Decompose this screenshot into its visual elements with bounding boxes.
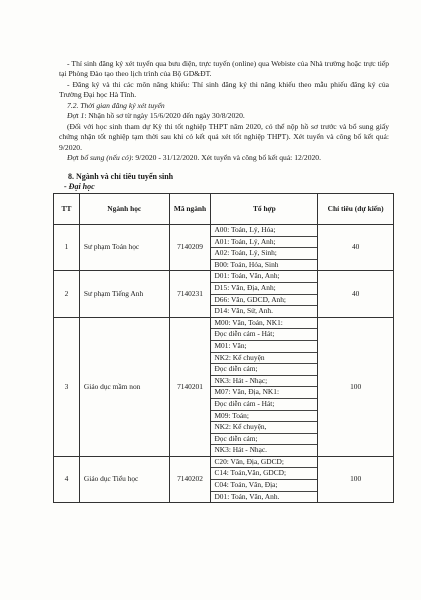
combination-line: Đọc diễn cảm - Hát; — [211, 329, 317, 341]
cell-tt: 2 — [54, 271, 80, 317]
paragraph-text: (Đối với học sinh tham dự Kỳ thi tốt nghiệp THPT năm 2020, có thể nộp hồ sơ trước và bổ sung giấy chứng nhận tốt nghiệp tạm thời sau khi có kết quả xét tốt nghiệp THPT). Xét tuyển và công bố kết quả: 9/2020. — [59, 122, 389, 152]
combination-line: B00: Toán, Hóa, Sinh — [214, 259, 279, 269]
combination-line: C20: Văn, Địa, GDCD; — [211, 457, 317, 469]
cell-combination — [211, 456, 318, 502]
paragraph-registration-method — [59, 59, 389, 80]
table-header-row — [54, 194, 394, 225]
combination-line: NK3: Hát - Nhạc. — [214, 445, 268, 455]
paragraph-text: : 9/2020 - 31/12/2020. Xét tuyển và công bố kết quả: 12/2020. — [131, 153, 321, 162]
cell-quota: 40 — [318, 225, 394, 271]
table-row — [54, 317, 394, 456]
cell-quota: 40 — [318, 271, 394, 317]
combination-line: A02: Toán, Lý, Sinh; — [211, 248, 317, 260]
subheading-university: - Đại học — [64, 182, 95, 191]
table-row — [54, 225, 394, 271]
combination-line: D01: Toán, Văn, Anh. — [214, 491, 280, 501]
combination-line: A00: Toán, Lý, Hóa; — [211, 225, 317, 237]
header-quota: Chỉ tiêu (dự kiến) — [318, 194, 394, 225]
header-tt: TT — [54, 194, 80, 225]
combination-line: NK2: Kể chuyện — [211, 353, 317, 365]
cell-quota: 100 — [318, 317, 394, 456]
cell-program: Sư phạm Tiếng Anh — [79, 271, 169, 317]
round-label: Đợt bổ sung (nếu có) — [67, 153, 132, 162]
combination-line: Đọc diễn cảm - Hát; — [211, 399, 317, 411]
combination-line: M00: Văn, Toán, NK1: — [211, 318, 317, 330]
paragraph-text: - Thí sinh đăng ký xét tuyển qua bưu điện, trực tuyến (online) qua Webiste của Nhà trường hoặc trực tiếp tại Phòng Đào tạo theo lịch trình của Bộ GD&ĐT. — [59, 59, 389, 79]
programs-table — [53, 193, 394, 503]
combination-line: C14: Toán,Văn, GDCD; — [211, 468, 317, 480]
combination-line: Đọc diễn cảm; — [211, 364, 317, 376]
combination-line: D15: Văn, Địa, Anh; — [211, 283, 317, 295]
cell-combination — [211, 317, 318, 456]
paragraph-note — [59, 122, 389, 153]
cell-program: Giáo dục mầm non — [79, 317, 169, 456]
cell-code: 7140202 — [169, 456, 211, 502]
section-heading-8: 8. Ngành và chỉ tiêu tuyển sinh — [68, 172, 174, 181]
subsection-heading-7-2 — [59, 101, 389, 111]
paragraph-text: - Đăng ký và thi các môn năng khiếu: Thí sinh đăng ký thi năng khiếu theo mẫu phiếu đăng ký của Trường Đại học Hà Tĩnh. — [59, 80, 389, 100]
combination-line: Đọc diễn cảm; — [211, 434, 317, 446]
combination-line: D66: Văn, GDCD, Anh; — [211, 295, 317, 307]
cell-quota: 100 — [318, 456, 394, 502]
cell-tt: 4 — [54, 456, 80, 502]
cell-code: 7140201 — [169, 317, 211, 456]
combination-line: M09: Toán; — [211, 411, 317, 423]
cell-combination — [211, 271, 318, 317]
cell-program: Giáo dục Tiểu học — [79, 456, 169, 502]
table-row — [54, 456, 394, 502]
cell-combination — [211, 225, 318, 271]
paragraph-round-1 — [59, 111, 389, 121]
paragraph-aptitude-registration — [59, 80, 389, 101]
cell-code: 7140209 — [169, 225, 211, 271]
combination-line: NK2: Kể chuyện, — [211, 422, 317, 434]
paragraph-text: : Nhận hồ sơ từ ngày 15/6/2020 đến ngày 30/8/2020. — [84, 111, 245, 120]
combination-line: D14: Văn, Sử, Anh. — [214, 306, 273, 316]
table-row — [54, 271, 394, 317]
combination-line: M01: Văn; — [211, 341, 317, 353]
combination-line: D01: Toán, Văn, Anh; — [211, 271, 317, 283]
paragraph-text: 7.2. Thời gian đăng ký xét tuyển — [67, 101, 165, 110]
header-program: Ngành học — [79, 194, 169, 225]
cell-tt: 1 — [54, 225, 80, 271]
header-combination: Tổ hợp — [211, 194, 318, 225]
cell-tt: 3 — [54, 317, 80, 456]
combination-line: A01: Toán, Lý, Anh; — [211, 237, 317, 249]
cell-code: 7140231 — [169, 271, 211, 317]
cell-program: Sư phạm Toán học — [79, 225, 169, 271]
combination-line: C04: Toán, Văn, Địa; — [211, 480, 317, 492]
header-code: Mã ngành — [169, 194, 211, 225]
round-label: Đợt 1 — [67, 111, 85, 120]
combination-line: M07: Văn, Địa, NK1: — [211, 387, 317, 399]
paragraph-additional-round — [59, 153, 389, 163]
combination-line: NK3: Hát - Nhạc; — [211, 376, 317, 388]
